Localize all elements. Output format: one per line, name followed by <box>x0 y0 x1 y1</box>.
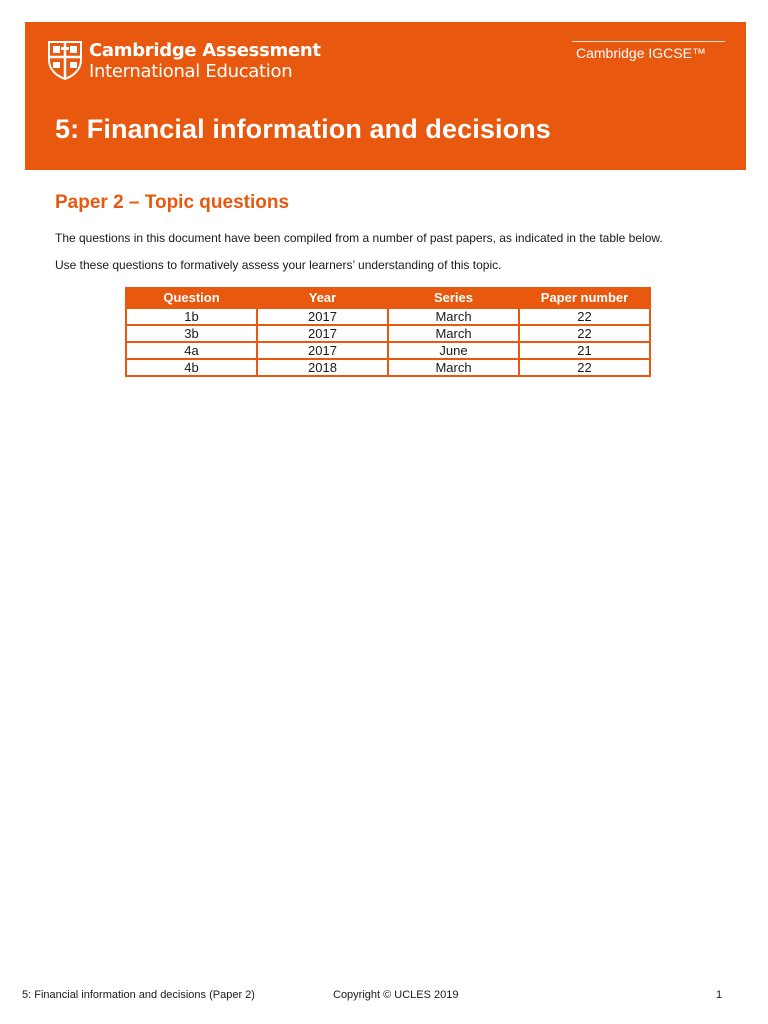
section-subtitle: Paper 2 – Topic questions <box>55 192 290 213</box>
usage-paragraph: Use these questions to formatively assess your learners’ understanding of this topic. <box>55 258 502 272</box>
table-cell: 4a <box>126 342 257 359</box>
column-header-year: Year <box>257 288 388 308</box>
table-cell: 2018 <box>257 359 388 376</box>
footer-page-number: 1 <box>716 989 723 1001</box>
footer-document-title: 5: Financial information and decisions (Paper 2) <box>22 989 255 1001</box>
programme-label: Cambridge IGCSE™ <box>576 45 706 61</box>
table-header-row <box>126 288 650 308</box>
table-cell: 21 <box>519 342 650 359</box>
table-cell: 2017 <box>257 342 388 359</box>
table-cell: 22 <box>519 308 650 325</box>
table-cell: March <box>388 325 519 342</box>
logo-wordmark <box>89 40 321 82</box>
footer-copyright: Copyright © UCLES 2019 <box>333 989 459 1001</box>
table-row <box>126 342 650 359</box>
column-header-question: Question <box>126 288 257 308</box>
logo-org-line2: International Education <box>89 61 293 82</box>
cambridge-logo <box>47 40 321 82</box>
table-cell: June <box>388 342 519 359</box>
document-title: 5: Financial information and decisions <box>55 114 551 144</box>
table-cell: March <box>388 308 519 325</box>
table-cell: 1b <box>126 308 257 325</box>
table-row <box>126 359 650 376</box>
table-cell: 3b <box>126 325 257 342</box>
column-header-paper-number: Paper number <box>519 288 650 308</box>
table-row <box>126 308 650 325</box>
table-cell: 4b <box>126 359 257 376</box>
question-source-table <box>125 287 651 377</box>
table-cell: 22 <box>519 325 650 342</box>
page-header <box>25 22 746 170</box>
programme-rule <box>572 41 725 42</box>
logo-org-line1: Cambridge Assessment <box>89 40 321 61</box>
table-cell: 2017 <box>257 325 388 342</box>
column-header-series: Series <box>388 288 519 308</box>
table-cell: 2017 <box>257 308 388 325</box>
intro-paragraph: The questions in this document have been compiled from a number of past papers, as indicated in the table below. <box>55 231 663 245</box>
cambridge-shield-icon <box>47 40 83 80</box>
table-cell: March <box>388 359 519 376</box>
table-row <box>126 325 650 342</box>
table-cell: 22 <box>519 359 650 376</box>
